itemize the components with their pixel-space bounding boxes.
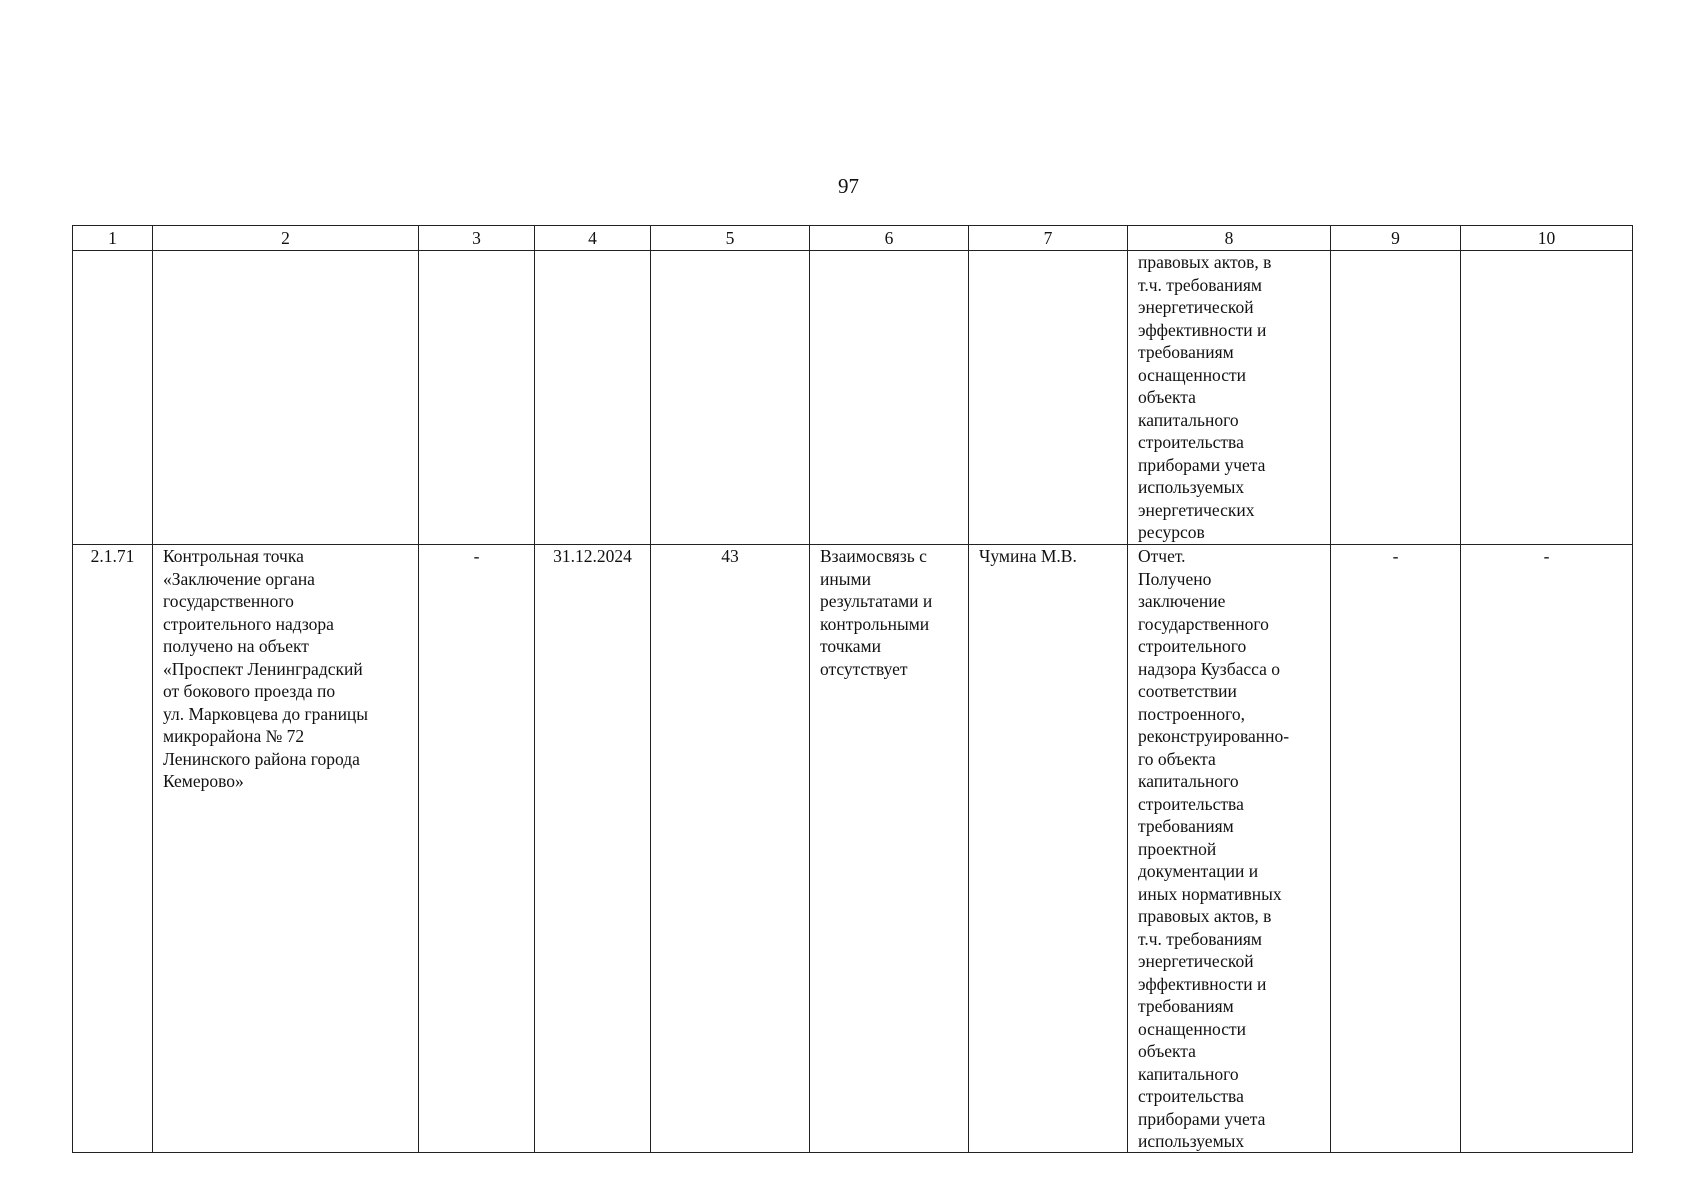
- result-text: Отчет. Получено заключение государственного строительного надзора Кузбасса о соответствии построенного, реконструированно- го объекта капитального строительства требованиям проектной документации и иных нормативных правовых актов, в т.ч. требованиям энергетической эффективности и требованиям оснащенности объекта капитального строительства приборами учета используемых: [1138, 546, 1290, 1151]
- date-value: 31.12.2024: [553, 546, 632, 566]
- cell-empty: [73, 251, 153, 545]
- table-row-continuation: [73, 251, 1633, 545]
- cell-col10: [1461, 545, 1633, 1153]
- cell-relationship: [810, 545, 969, 1153]
- cell-item-number: [73, 545, 153, 1153]
- cell-empty: [153, 251, 419, 545]
- col9-value: -: [1392, 546, 1399, 566]
- cell-date: [535, 545, 651, 1153]
- cell-responsible: [969, 545, 1128, 1153]
- column-header-row: [73, 226, 1633, 251]
- column-header-5: 5: [651, 226, 810, 251]
- cell-empty: [651, 251, 810, 545]
- column-header-3: 3: [419, 226, 535, 251]
- item-number: 2.1.71: [90, 546, 135, 566]
- col5-value: 43: [721, 546, 739, 566]
- cell-col3: [419, 545, 535, 1153]
- cell-empty: [535, 251, 651, 545]
- cell-empty: [969, 251, 1128, 545]
- cell-result-continued: [1128, 251, 1331, 545]
- page-number: 97: [838, 174, 859, 198]
- column-header-6: 6: [810, 226, 969, 251]
- column-header-2: 2: [153, 226, 419, 251]
- cell-control-point: [153, 545, 419, 1153]
- relationship-text: Взаимосвязь с иными результатами и контрольными точками отсутствует: [820, 546, 933, 679]
- col10-value: -: [1543, 546, 1550, 566]
- cell-col5: [651, 545, 810, 1153]
- cell-empty: [419, 251, 535, 545]
- column-header-8: 8: [1128, 226, 1331, 251]
- cell-empty: [1461, 251, 1633, 545]
- cell-col9: [1331, 545, 1461, 1153]
- control-point-text: Контрольная точка «Заключение органа государственного строительного надзора получено на объект «Проспект Ленинградский от бокового проезда по ул. Марковцева до границы микрорайона № 72 Ленинского района города Кемерово»: [163, 546, 369, 791]
- cell-result: [1128, 545, 1331, 1153]
- column-header-7: 7: [969, 226, 1128, 251]
- col3-value: -: [473, 546, 480, 566]
- table-row-2-1-71: [73, 545, 1633, 1153]
- column-header-10: 10: [1461, 226, 1633, 251]
- result-continued-text: правовых актов, в т.ч. требованиям энергетической эффективности и требованиям оснащенности объекта капитального строительства приборами учета используемых энергетических ресурсов: [1138, 252, 1272, 542]
- column-header-4: 4: [535, 226, 651, 251]
- column-header-9: 9: [1331, 226, 1461, 251]
- responsible-person: Чумина М.В.: [979, 546, 1077, 566]
- cell-empty: [810, 251, 969, 545]
- document-table: [72, 225, 1633, 1153]
- column-header-1: 1: [73, 226, 153, 251]
- cell-empty: [1331, 251, 1461, 545]
